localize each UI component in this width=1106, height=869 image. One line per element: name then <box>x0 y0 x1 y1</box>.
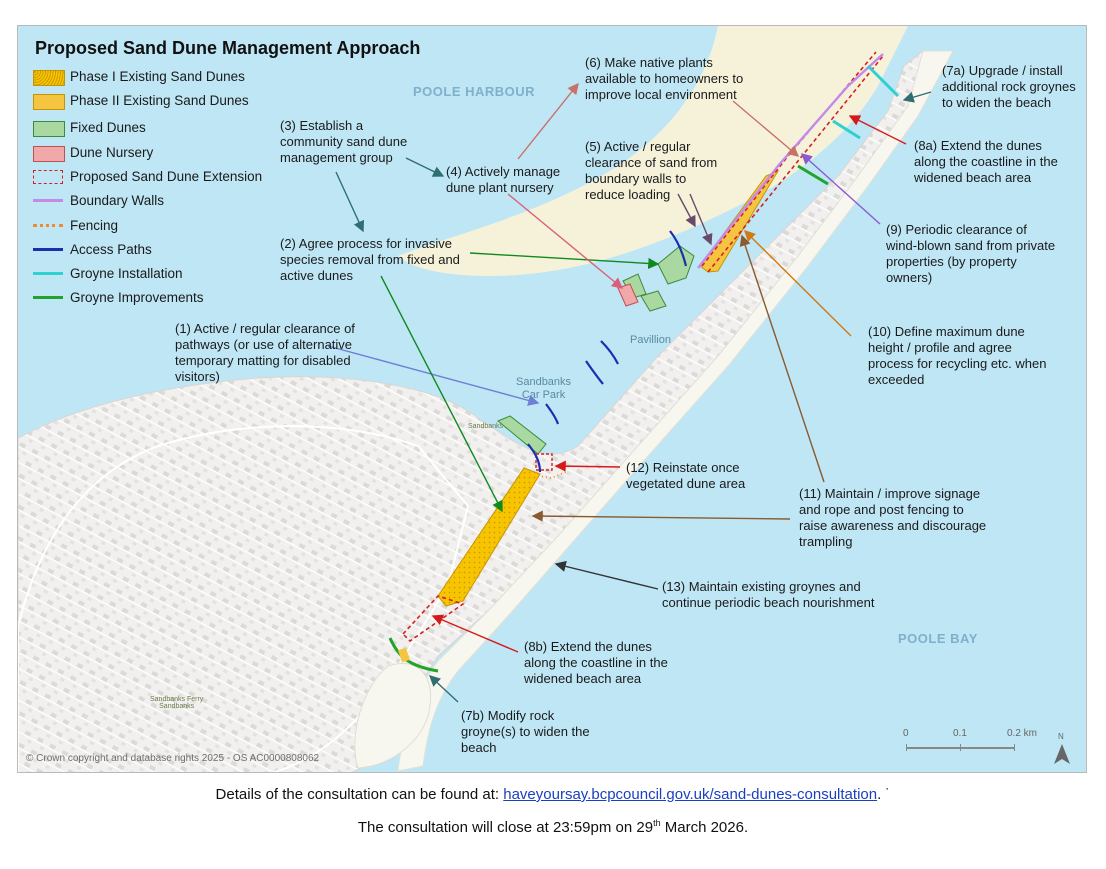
orange-dotted-line-icon <box>33 224 63 227</box>
scale-bar <box>903 728 1043 768</box>
green-swatch-icon <box>33 121 65 137</box>
scale-label-0: 0 <box>903 728 909 739</box>
annotation-8b: (8b) Extend the dunes along the coastline in the widened beach area <box>524 639 668 686</box>
scale-tick-0 <box>906 744 907 751</box>
copyright-notice: © Crown copyright and database rights 2025 - OS AC0000808062 <box>26 753 320 764</box>
navy-line-icon <box>33 248 63 251</box>
scale-tick-1 <box>960 744 961 751</box>
annotation-1: (1) Active / regular clearance of pathways (or use of alternative temporary matting for disabled visitors) <box>175 321 355 384</box>
cyan-line-icon <box>33 272 63 275</box>
annotation-2: (2) Agree process for invasive species removal from fixed and active dunes <box>280 236 460 283</box>
map-frame: Proposed Sand Dune Management Approach Phase I Existing Sand Dunes Phase II Existing Sand Dunes Fixed Dunes Dune Nursery Proposed Sand Dune Extension Boundary Walls Fencing Access Paths Groyne Installation Groyne Improvements POOLE HARBOUR POOLE BAY Sandbanks Car Park Pavillion Sandbanks Sandbanks Ferry Sandbanks (1) Active / regular clearance of pathways (or use of alternative temporary matting for disabled visitors) (2) Agree process for invasive species removal from fixed and active dunes (3) Establish a community sand dune management group (4) Actively manage dune plant nursery (5) Active / regular clearance of sand from boundary walls to reduce loading (6) Make native plants available to homeowners to improve local environment (7a) Upgrade / install additional rock groynes to widen the beach (8a) Extend the dunes along the coastline in the widened beach area (9) Periodic clearance of wind-blown sand from private properties (by property owners) (10) Define maximum dune height / profile and agree process for recycling etc. when exceeded (11) Maintain / improve signage and rope and post fencing to raise awareness and discourage trampling (12) Reinstate once vegetated dune area (13) Maintain existing groynes and continue periodic beach nourishment (8b) Extend the dunes along the coastline in the widened beach area (7b) Modify rock groyne(s) to widen the beach © Crown copyright and database rights 2025 - OS AC0000808062 0 0.1 0.2 km N <box>17 25 1087 773</box>
place-sandbanks-small: Sandbanks <box>468 423 504 430</box>
place-pavillion: Pavillion <box>630 334 671 346</box>
annotation-6: (6) Make native plants available to homeowners to improve local environment <box>585 55 744 102</box>
annotation-4: (4) Actively manage dune plant nursery <box>446 164 561 195</box>
footer-suffix: . ˙ <box>877 786 891 803</box>
closing-sup: th <box>653 818 661 828</box>
place-sandbanks-car-park: Sandbanks Car Park <box>516 376 572 401</box>
annotation-3: (3) Establish a community sand dune management group <box>280 118 408 165</box>
annotation-7b: (7b) Modify rock groyne(s) to widen the beach <box>461 708 590 755</box>
annotation-13: (13) Maintain existing groynes and continue periodic beach nourishment <box>662 579 875 610</box>
place-ferry: Sandbanks Ferry Sandbanks <box>150 696 204 710</box>
annotation-7a: (7a) Upgrade / install additional rock groynes to widen the beach <box>942 63 1076 110</box>
annotation-11: (11) Maintain / improve signage and rope and post fencing to raise awareness and discourage trampling <box>799 486 987 549</box>
scale-label-1: 0.1 <box>953 728 967 739</box>
annotation-5: (5) Active / regular clearance of sand from boundary walls to reduce loading <box>585 139 718 202</box>
footer-prefix: Details of the consultation can be found at: <box>215 786 504 803</box>
scale-tick-2 <box>1014 744 1015 751</box>
arrow-12 <box>556 466 620 467</box>
map-title: Proposed Sand Dune Management Approach <box>35 38 421 58</box>
yellow-swatch-icon <box>33 94 65 110</box>
footer-consultation-details <box>0 786 1106 803</box>
closing-suffix: March 2026. <box>660 819 749 836</box>
annotation-12: (12) Reinstate once vegetated dune area <box>626 460 746 491</box>
place-poole-bay: POOLE BAY <box>898 631 978 646</box>
annotation-8a: (8a) Extend the dunes along the coastline in the widened beach area <box>914 138 1058 185</box>
closing-prefix: The consultation will close at 23:59pm on 29 <box>357 819 654 836</box>
consultation-link[interactable]: haveyoursay.bcpcouncil.gov.uk/sand-dunes-consultation <box>503 786 878 803</box>
green-line-icon <box>33 296 63 299</box>
north-label: N <box>1058 732 1064 741</box>
annotation-9: (9) Periodic clearance of wind-blown sand from private properties (by property owners) <box>886 222 1056 285</box>
pink-swatch-icon <box>33 146 65 162</box>
violet-line-icon <box>33 199 63 202</box>
annotation-10: (10) Define maximum dune height / profile and agree process for recycling etc. when exceeded <box>868 324 1047 387</box>
place-poole-harbour: POOLE HARBOUR <box>413 84 536 99</box>
footer-closing-date <box>0 818 1106 836</box>
scale-label-2: 0.2 km <box>1007 728 1038 739</box>
yellow-hatched-swatch-icon <box>33 70 65 86</box>
red-dashed-outline-icon <box>33 170 63 184</box>
